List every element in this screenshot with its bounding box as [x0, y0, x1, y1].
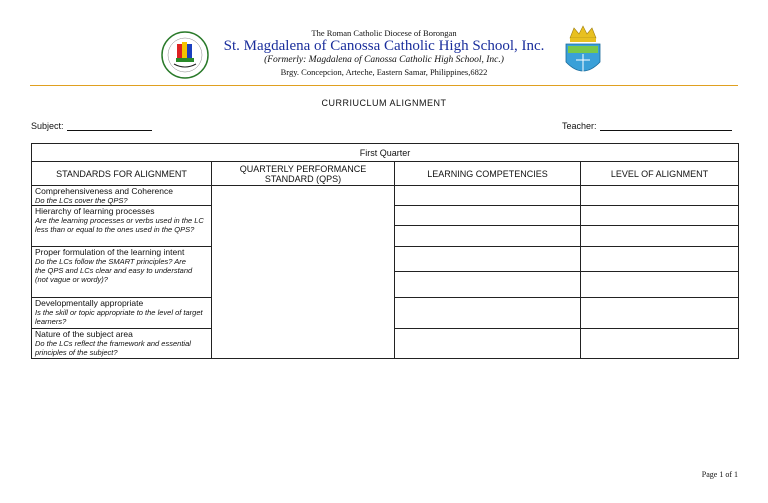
- teacher-field: [562, 121, 732, 131]
- page-number: Page 1 of 1: [701, 470, 738, 479]
- quarter-header: First Quarter: [359, 147, 411, 158]
- teacher-blank: [600, 121, 732, 131]
- header-rule: [30, 85, 738, 86]
- subject-blank: [67, 121, 152, 131]
- criterion-3: [35, 247, 195, 284]
- criterion-title: Hierarchy of learning processes: [35, 206, 155, 216]
- col-header-competencies: LEARNING COMPETENCIES: [427, 168, 548, 179]
- criterion-question: Do the LCs cover the QPS?: [35, 196, 128, 205]
- criterion-title: Developmentally appropriate: [35, 298, 144, 308]
- criterion-2: [35, 206, 210, 234]
- col-header-alignment: LEVEL OF ALIGNMENT: [610, 168, 709, 179]
- school-name: St. Magdalena of Canossa Catholic High School, Inc.: [223, 38, 545, 54]
- school-address: Brgy. Concepcion, Arteche, Eastern Samar, Philippines,6822: [280, 67, 488, 77]
- criterion-title: Proper formulation of the learning intent: [35, 247, 185, 257]
- criterion-title: Comprehensiveness and Coherence: [35, 186, 173, 196]
- alignment-table: [31, 143, 739, 359]
- diocese-name: The Roman Catholic Diocese of Borongan: [311, 28, 457, 38]
- col-header-qps: QUARTERLY PERFORMANCE STANDARD (QPS): [239, 163, 367, 184]
- criterion-4: [35, 298, 210, 326]
- criterion-question: Is the skill or topic appropriate to the level of target learners?: [35, 308, 203, 326]
- former-name: (Formerly: Magdalena of Canossa Catholic High School, Inc.): [264, 55, 504, 65]
- criterion-1: [35, 186, 210, 205]
- subject-label: Subject:: [31, 121, 64, 131]
- criterion-title: Nature of the subject area: [35, 329, 133, 339]
- col-header-standards: STANDARDS FOR ALIGNMENT: [56, 168, 187, 179]
- subject-field: [31, 121, 152, 131]
- criterion-5: [35, 329, 210, 357]
- criterion-question: Are the learning processes or verbs used in the LC less than or equal to the ones used in the QPS?: [35, 216, 204, 234]
- criterion-question: Do the LCs follow the SMART principles? Are the QPS and LCs clear and easy to understand (not vague or wordy)?: [35, 257, 193, 284]
- document-title: CURRIUCLUM ALIGNMENT: [321, 98, 447, 108]
- criterion-question: Do the LCs reflect the framework and essential principles of the subject?: [35, 339, 191, 357]
- teacher-label: Teacher:: [562, 121, 597, 131]
